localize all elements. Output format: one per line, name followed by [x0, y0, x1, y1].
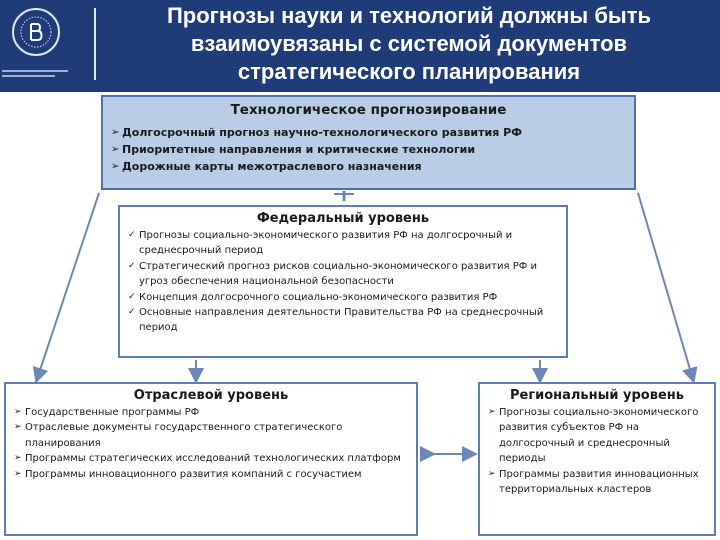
tech-forecasting-list — [111, 124, 626, 175]
arrow-tech-to-sector — [38, 193, 99, 376]
sector-item-4: ➢ Программы инновационного развития компаний с госучастием — [14, 467, 408, 482]
sector-level-box — [4, 382, 418, 536]
sector-item-3: ➢ Программы стратегических исследований технологических платформ — [14, 451, 408, 466]
sector-level-list — [14, 405, 408, 482]
tech-forecasting-title: Технологическое прогнозирование — [230, 102, 507, 118]
tech-item-1: ➢ Долгосрочный прогноз научно-технологического развития РФ — [111, 124, 626, 141]
federal-item-4: ✓ Основные направления деятельности Правительства РФ на среднесрочный период — [128, 305, 558, 336]
federal-level-box — [118, 205, 568, 358]
arrow-tech-to-region — [638, 193, 692, 376]
sector-level-title: Отраслевой уровень — [133, 388, 289, 403]
regional-level-list — [488, 405, 706, 497]
federal-item-3: ✓ Концепция долгосрочного социально-экономического развития РФ — [128, 290, 558, 305]
federal-level-title: Федеральный уровень — [256, 211, 430, 226]
sector-item-1: ➢ Государственные программы РФ — [14, 405, 408, 420]
regional-level-box — [478, 382, 716, 536]
regional-item-1: ➢ Прогнозы социально-экономического развития субъектов РФ на долгосрочный и среднесрочный периоды — [488, 405, 706, 467]
tech-item-3: ➢ Дорожные карты межотраслевого назначения — [111, 158, 626, 175]
federal-item-1: ✓ Прогнозы социально-экономического развития РФ на долгосрочный и среднесрочный период — [128, 228, 558, 259]
federal-item-2: ✓ Стратегический прогноз рисков социально-экономического развития РФ и угроз обеспечения национальной безопасности — [128, 259, 558, 290]
regional-item-2: ➢ Программы развития инновационных территориальных кластеров — [488, 467, 706, 498]
tech-forecasting-box — [101, 95, 636, 190]
federal-level-list — [128, 228, 558, 336]
tech-item-2: ➢ Приоритетные направления и критические технологии — [111, 141, 626, 158]
regional-level-title: Региональный уровень — [509, 388, 684, 403]
sector-item-2: ➢ Отраслевые документы государственного стратегического планирования — [14, 420, 408, 451]
slide-title: Прогнозы науки и технологий должны быть взаимоувязаны с системой документов стратегического планирования — [166, 3, 652, 84]
